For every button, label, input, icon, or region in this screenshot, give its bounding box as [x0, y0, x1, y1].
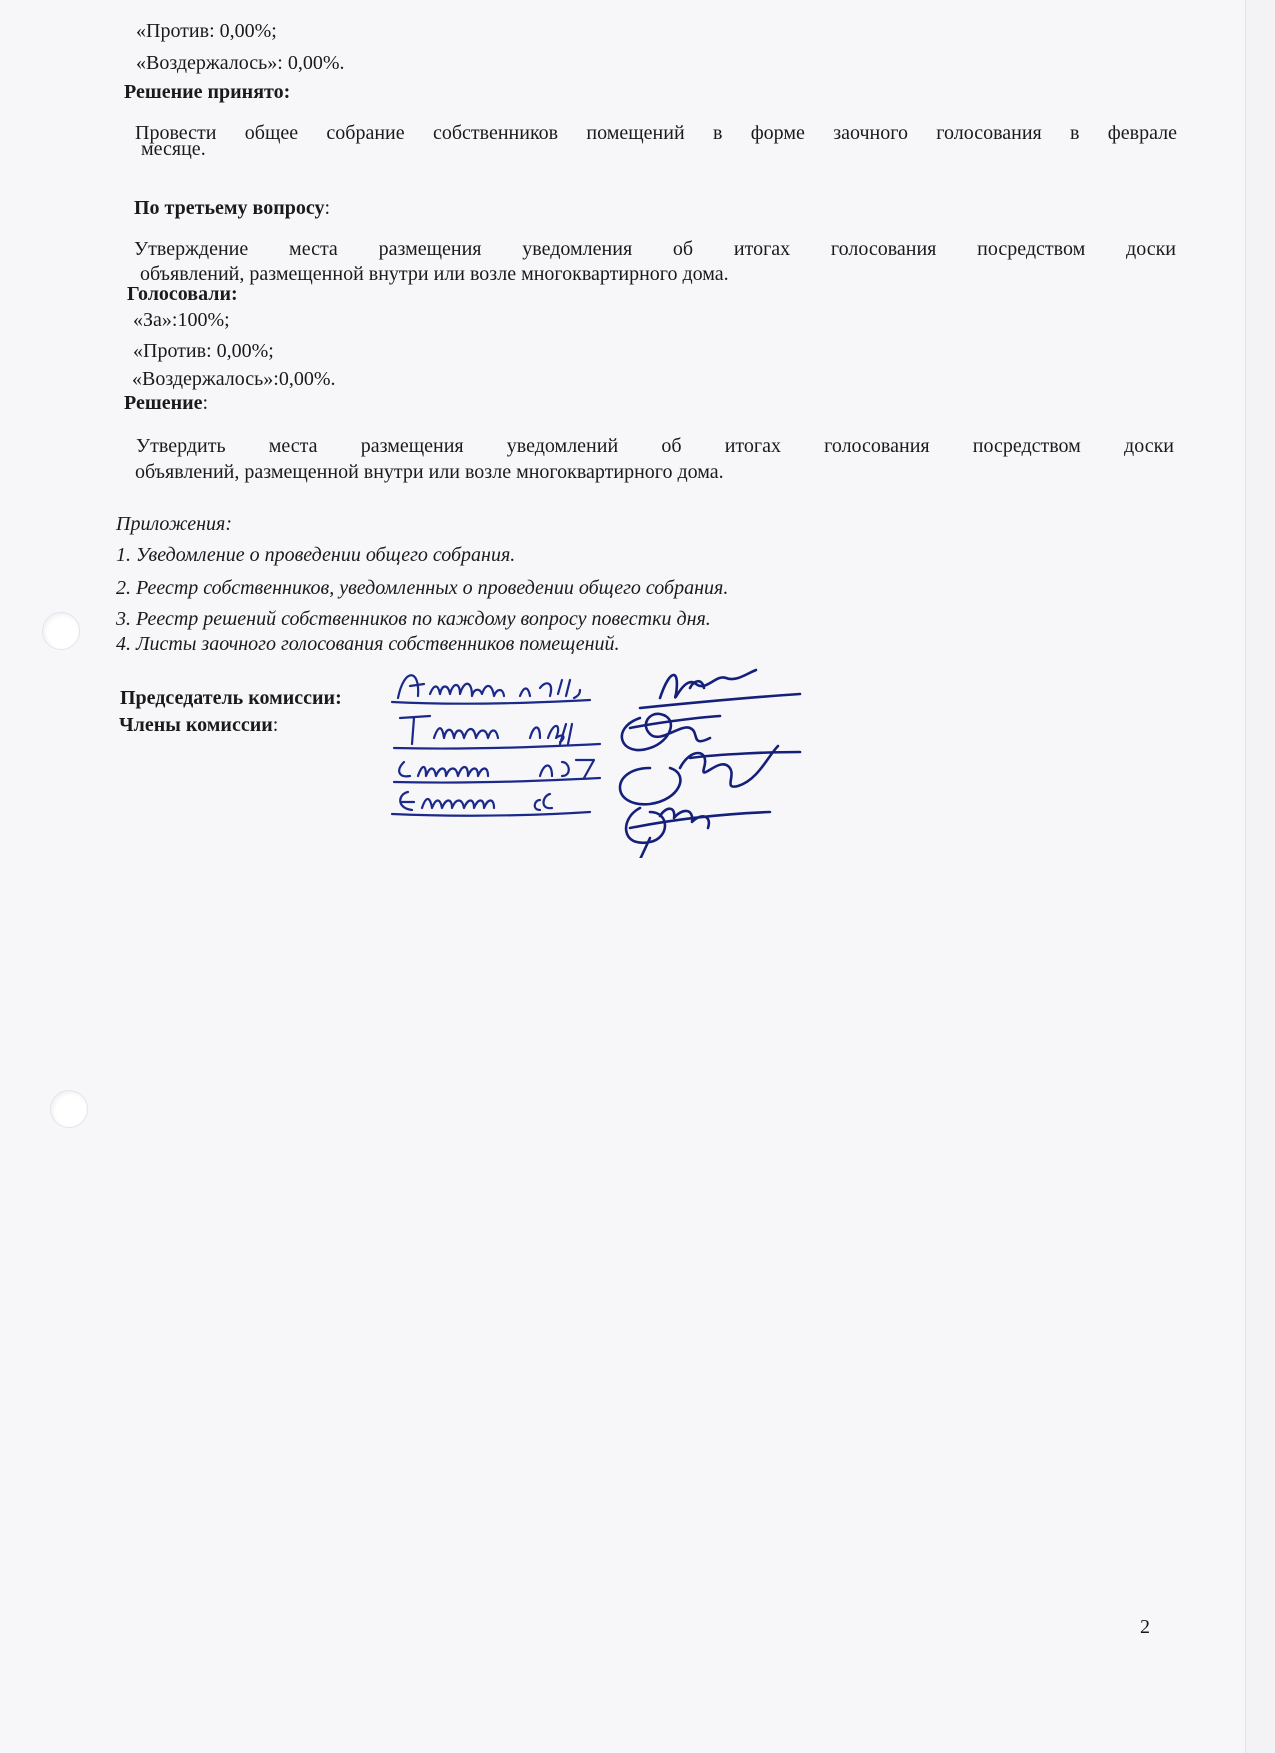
members-label: [119, 713, 278, 737]
q3-voted-heading: Голосовали:: [127, 283, 238, 305]
handwritten-name-4: [400, 792, 552, 810]
q3-decision-line1: Утвердить места размещения уведомлений об итогах голосования посредством доски: [136, 435, 1174, 457]
handwritten-name-2: [400, 716, 572, 744]
attachment-item: 3. Реестр решений собственников по каждому вопросу повестки дня.: [116, 608, 711, 630]
signatures-image: [390, 658, 870, 858]
q3-decision-line2: объявлений, размещенной внутри или возле многоквартирного дома.: [135, 461, 724, 483]
attachment-item: 1. Уведомление о проведении общего собрания.: [116, 544, 516, 566]
q3-for: «За»:100%;: [133, 309, 230, 331]
handwritten-name-1: [398, 675, 580, 698]
attachment-item: 2. Реестр собственников, уведомленных о проведении общего собрания.: [116, 577, 729, 599]
attachments-heading: Приложения:: [116, 513, 233, 535]
signature-chairman: [640, 670, 800, 708]
members-label-text: Члены комиссии: [119, 714, 273, 736]
q3-text-line1: Утверждение места размещения уведомления об итогах голосования посредством доски: [134, 238, 1176, 260]
q3-decision-heading-text: Решение: [124, 392, 203, 414]
q3-abstained: «Воздержалось»:0,00%.: [132, 368, 336, 390]
page-number: 2: [1140, 1616, 1150, 1638]
q2-decision-heading: Решение принято:: [124, 81, 291, 103]
punch-hole: [50, 1090, 88, 1128]
q2-abstained: «Воздержалось»: 0,00%.: [136, 52, 345, 74]
q2-against: «Против: 0,00%;: [136, 20, 277, 42]
members-label-colon: :: [272, 714, 279, 736]
q2-decision-text-line1: Провести общее собрание собственников помещений в форме заочного голосования в феврале: [135, 122, 1177, 144]
chairman-label: Председатель комиссии:: [120, 687, 342, 709]
attachment-item: 4. Листы заочного голосования собственников помещений.: [116, 633, 620, 655]
q3-heading-colon: :: [324, 197, 331, 219]
q3-against: «Против: 0,00%;: [133, 340, 274, 362]
q2-decision-text-line2: месяце.: [141, 138, 206, 160]
signature-member-3: [626, 808, 770, 858]
q3-heading-text: По третьему вопросу: [134, 197, 325, 219]
q3-decision-heading-colon: :: [202, 392, 209, 414]
punch-hole: [42, 612, 80, 650]
handwritten-name-3: [399, 760, 594, 778]
q3-decision-heading: [124, 391, 208, 415]
signature-member-1: [622, 714, 720, 750]
signature-member-2: [620, 746, 800, 804]
q3-text-line2: объявлений, размещенной внутри или возле многоквартирного дома.: [140, 263, 729, 285]
q3-heading: [134, 196, 330, 220]
